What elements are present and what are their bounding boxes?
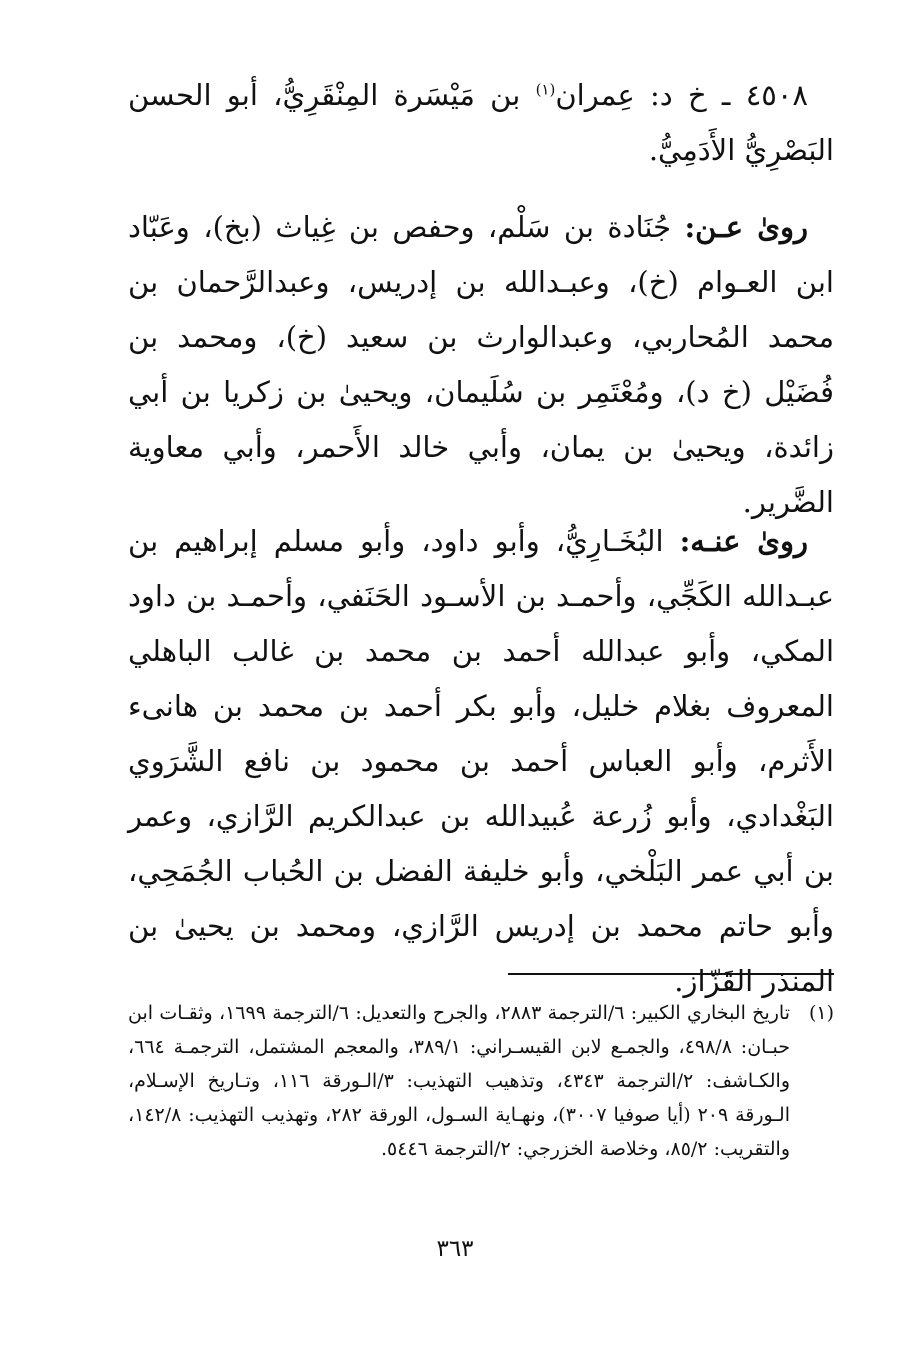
page-number: ٣٦٣ (436, 1236, 474, 1262)
narrated-by-label: روىٰ عنـه: (679, 524, 809, 558)
entry-number-and-codes: ٤٥٠٨ ـ خ د: (650, 78, 808, 112)
footnote-text: تاريخ البخاري الكبير: ٦/الترجمة ٢٨٨٣، والجرح والتعديل: ٦/الترجمة ١٦٩٩، وثقـات ابن حبـان: ٤٩٨/٨، والجمـع لابن القيسـراني: ٣٨٩/١، والمعجم المشتمل، الترجمـة ٦٦٤، والكـاشف: ٢/الترجمة ٤٣٤٣، وتذهيب التهذيب: ٣/الـورقة ١١٦، وتـاريخ الإسـلام، الـورقة ٢٠٩ (أيا صوفيا ٣٠٠٧)، ونهـاية السـول، الورقة ٢٨٢، وتهذيب التهذيب: ١٤٢/٨، والتقريب: ٨٥/٢، وخلاصة الخزرجي: ٢/الترجمة ٥٤٤٦. (128, 1002, 791, 1160)
entry-name: عِمران (555, 78, 635, 112)
footnote-number: (١) (808, 1002, 834, 1024)
entry-heading (128, 68, 834, 178)
footnote-divider (508, 973, 834, 975)
narrated-from-label: روىٰ عـن: (684, 210, 809, 244)
footnote (128, 996, 834, 1166)
narrated-by-text: البُخَـارِيُّ، وأبو داود، وأبو مسلم إبراهيم بن عبـدالله الكَجِّي، وأحمـد بن الأسـود الحَنَفي، وأحمـد بن داود المكي، وأبو عبدالله أحمد بن محمد بن غالب الباهلي المعروف بغلام خليل، وأبو بكر أحمد بن محمد بن هانىء الأَثرم، وأبو العباس أحمد بن محمود بن نافع الشَّرَوي البَغْدادي، وأبو زُرعة عُبيدالله بن عبدالكريم الرَّازي، وعمر بن أبي عمر البَلْخي، وأبو خليفة الفضل بن الحُباب الجُمَحِي، وأبو حاتم محمد بن إدريس الرَّازي، ومحمد بن يحيىٰ بن المنذر القَزّاز. (128, 524, 834, 998)
footnote-reference[interactable]: (١) (535, 80, 556, 99)
narrated-from-paragraph (128, 200, 834, 530)
narrated-by-paragraph (128, 514, 834, 1009)
narrated-from-text: جُنَادة بن سَلْم، وحفص بن غِياث (بخ)، وعَبّاد ابن العـوام (خ)، وعبـدالله بن إدريس، وعبدالرَّحمان بن محمد المُحاربي، وعبدالوارث بن سعيد (خ)، ومحمد بن فُضَيْل (خ د)، ومُعْتَمِر بن سُلَيمان، ويحيىٰ بن زكريا بن أبي زائدة، ويحيىٰ بن يمان، وأبي خالد الأَحمر، وأبي معاوية الضَّرير. (128, 210, 834, 519)
entry-name-rest: بن مَيْسَرة المِنْقَرِيُّ، أبو الحسن البَصْرِيُّ الأَدَمِيُّ. (128, 78, 834, 167)
